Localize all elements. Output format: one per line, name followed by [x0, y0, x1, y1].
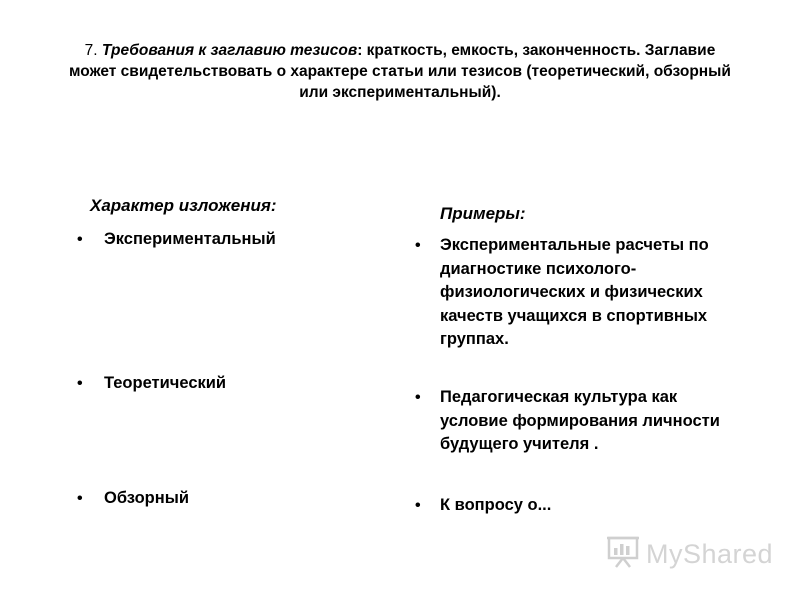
right-item-1-line: качеств учащихся в спортивных [440, 306, 708, 325]
left-item-experimental: Экспериментальный [104, 230, 276, 248]
header-line-3: или экспериментальный). [299, 84, 501, 101]
header-italic: Требования к заглавию тезисов [101, 42, 358, 59]
right-item-example-2 [440, 386, 770, 457]
right-item-example-1 [440, 234, 770, 352]
bullet-icon: • [77, 375, 83, 392]
bullet-icon: • [415, 389, 421, 406]
right-column-title: Примеры: [440, 204, 526, 223]
bullet-icon: • [77, 490, 83, 507]
right-item-1-line: Экспериментальные расчеты по [440, 236, 709, 254]
right-item-2-line: Педагогическая культура как [440, 388, 678, 406]
right-item-2-line: условие формирования личности [440, 411, 720, 430]
header-line-2: может свидетельствовать о характере статьи или тезисов (теоретический, обзорный [69, 63, 731, 80]
right-item-1-line: физиологических и физических [440, 283, 703, 301]
right-item-2-line: будущего учителя . [440, 435, 599, 453]
myshared-logo [606, 537, 773, 571]
right-item-example-3 [440, 494, 551, 518]
bullet-icon: • [415, 237, 421, 254]
left-item-theoretical: Теоретический [104, 374, 227, 392]
header-number: 7. [84, 42, 98, 59]
logo-text: MyShared [646, 538, 774, 569]
header-rest: : краткость, емкость, законченность. Заглавие [357, 42, 716, 59]
presentation-board-icon [606, 535, 640, 574]
right-item-3-line: К вопросу о... [440, 496, 552, 514]
left-item-review: Обзорный [104, 489, 189, 507]
right-item-1-line: диагностике психолого- [440, 259, 637, 278]
slide-header [40, 40, 760, 103]
bullet-icon: • [415, 497, 421, 514]
bullet-icon: • [77, 231, 83, 248]
header-line-1 [40, 40, 760, 61]
left-column-title: Характер изложения: [90, 196, 277, 215]
right-item-1-line: группах. [440, 330, 509, 348]
